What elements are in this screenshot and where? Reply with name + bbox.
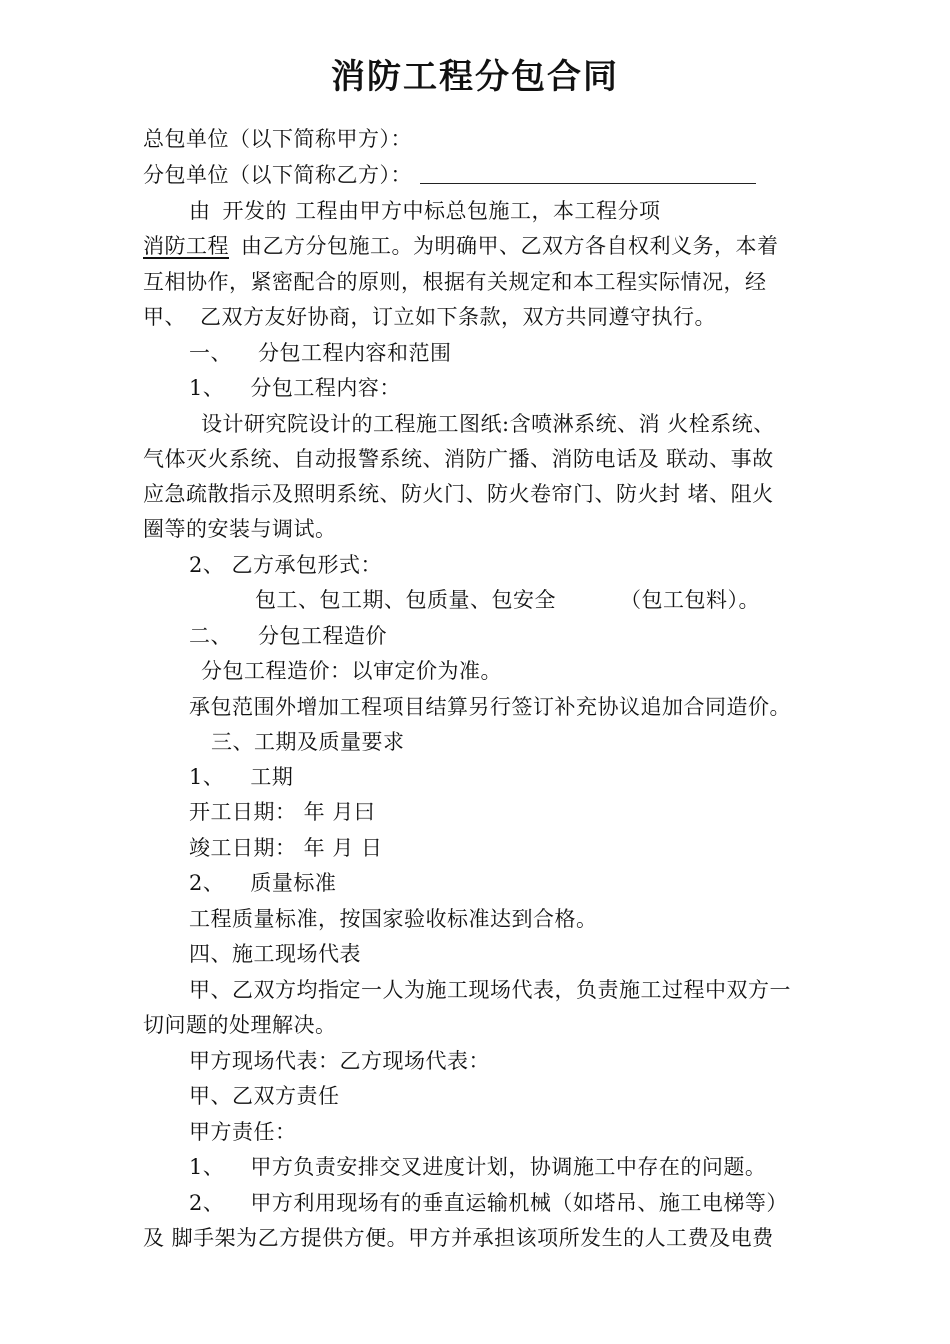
section-number: 一、	[189, 341, 232, 365]
item-label: 质量标准	[250, 871, 337, 895]
intro-text: 甲、	[143, 305, 186, 329]
intro-text: 乙双方友好协商，订立如下条款，双方共同遵守执行。	[200, 305, 716, 329]
intro-text: 开发的	[222, 199, 287, 223]
scope-line-1: 设计研究院设计的工程施工图纸:含喷淋系统、消 火栓系统、	[201, 412, 775, 436]
section-title: 分包工程造价	[258, 624, 387, 648]
party-b-line	[143, 160, 756, 190]
rep-paragraph-line-2: 切问题的处理解决。	[143, 1013, 337, 1037]
start-date-line: 开工日期： 年 月曰	[189, 800, 376, 824]
scope-line-2: 气体灭火系统、自动报警系统、消防广播、消防电话及 联动、事故	[143, 447, 774, 471]
document-title: 消防工程分包合同	[331, 57, 619, 97]
intro-line-2	[143, 231, 779, 261]
section-1-item-1	[189, 373, 401, 403]
intro-text: 由	[189, 199, 211, 223]
duty-item-2-continued: 及 脚手架为乙方提供方便。甲方并承担该项所发生的人工费及电费	[143, 1226, 774, 1250]
quality-line: 工程质量标准，按国家验收标准达到合格。	[189, 907, 598, 931]
intro-line-4	[143, 302, 716, 332]
item-text: 甲方负责安排交叉进度计划，协调施工中存在的问题。	[250, 1155, 767, 1179]
intro-text: 工程由甲方中标总包施工，本工程分项	[295, 199, 661, 223]
responsibilities-heading: 甲、乙双方责任	[189, 1084, 340, 1108]
duty-item-1	[189, 1152, 766, 1182]
duty-item-2	[189, 1188, 788, 1218]
end-date-line: 竣工日期： 年 月 日	[189, 836, 383, 860]
section-3-item-1	[189, 762, 293, 792]
item-label: 工期	[250, 765, 294, 789]
section-1-item-2: 2、 乙方承包形式：	[189, 553, 383, 577]
rep-paragraph-line-1: 甲、乙双方均指定一人为施工现场代表，负责施工过程中双方一	[189, 978, 791, 1002]
party-a-line: 总包单位（以下简称甲方）：	[143, 127, 412, 151]
section-4-heading: 四、施工现场代表	[189, 942, 361, 966]
section-2-heading	[189, 621, 387, 651]
contract-form: 包工、包工期、包质量、包安全	[255, 588, 556, 612]
scope-line-4: 圈等的安装与调试。	[143, 517, 337, 541]
section-3-item-2	[189, 868, 336, 898]
intro-text: 由乙方分包施工。为明确甲、乙双方各自权利义务，本着	[241, 234, 779, 258]
section-number: 二、	[189, 624, 232, 648]
item-text: 甲方利用现场有的垂直运输机械（如塔吊、施工电梯等）	[250, 1191, 788, 1215]
item-number: 2、	[189, 871, 225, 895]
party-b-blank	[420, 161, 756, 184]
section-title: 分包工程内容和范围	[258, 341, 452, 365]
party-b-label: 分包单位（以下简称乙方）：	[143, 163, 412, 187]
intro-line-1	[189, 196, 661, 226]
contract-form-note: （包工包料）。	[620, 588, 760, 612]
item-number: 1、	[189, 1155, 225, 1179]
party-a-duties-heading: 甲方责任：	[189, 1120, 297, 1144]
item-label: 分包工程内容：	[250, 376, 401, 400]
section-1-heading	[189, 338, 452, 368]
extra-work-line: 承包范围外增加工程项目结算另行签订补充协议追加合同造价。	[189, 695, 791, 719]
scope-line-3: 应急疏散指示及照明系统、防火门、防火卷帘门、防火封 堵、阻火	[143, 482, 774, 506]
item-number: 1、	[189, 765, 225, 789]
project-name-underlined: 消防工程	[143, 234, 229, 258]
item-number: 1、	[189, 376, 225, 400]
contract-form-line	[255, 585, 760, 615]
intro-line-3: 互相协作，紧密配合的原则，根据有关规定和本工程实际情况，经	[143, 270, 767, 294]
section-3-heading: 三、工期及质量要求	[211, 730, 405, 754]
site-representatives-line: 甲方现场代表：乙方现场代表：	[189, 1049, 490, 1073]
price-line: 分包工程造价：以审定价为准。	[201, 659, 502, 683]
item-number: 2、	[189, 1191, 225, 1215]
